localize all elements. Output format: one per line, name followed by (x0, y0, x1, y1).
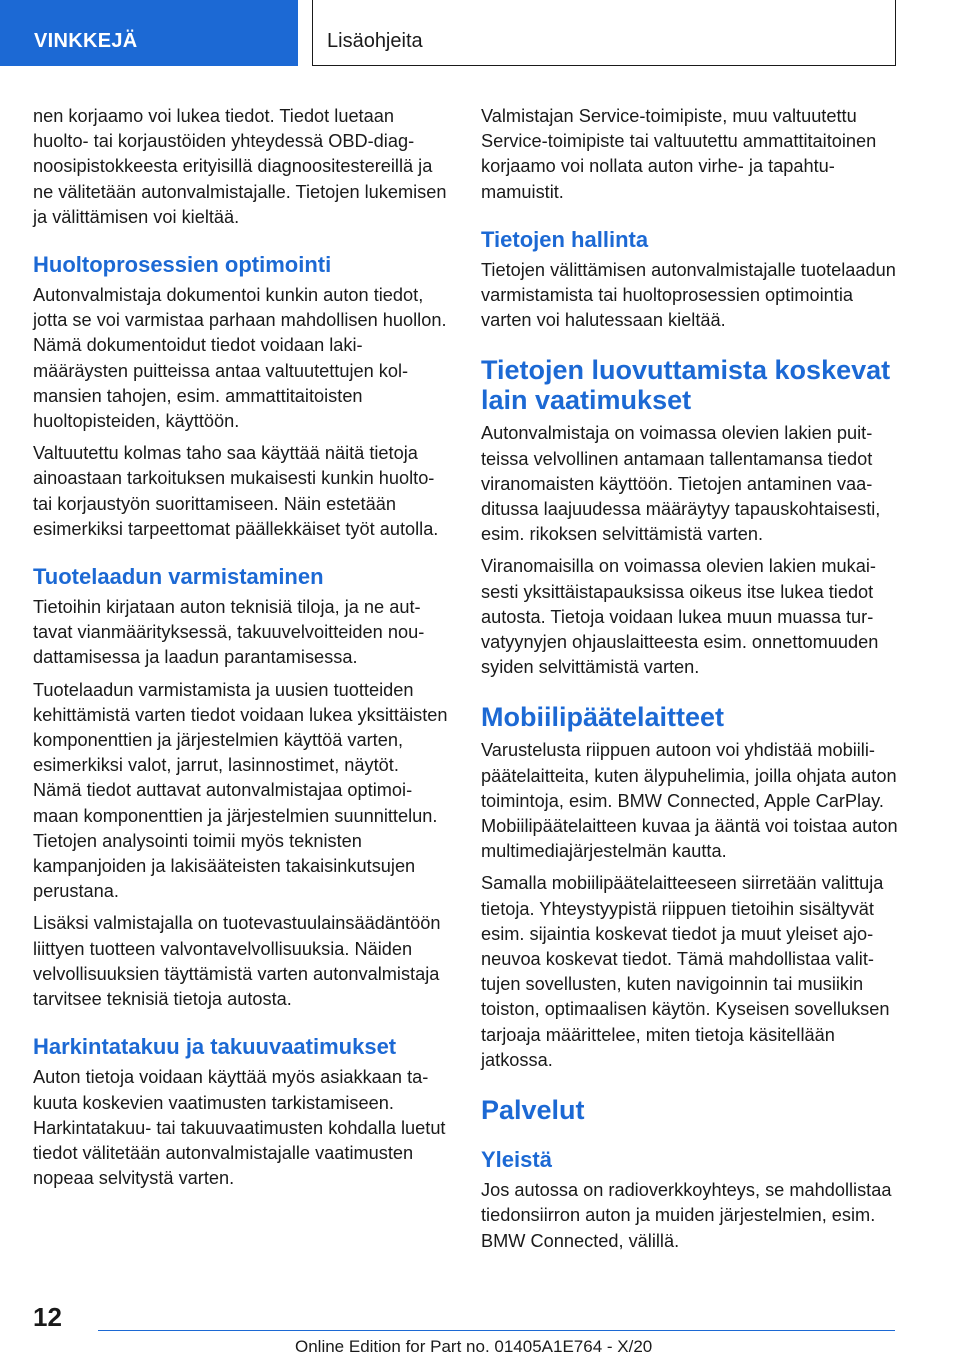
chapter-title: Lisäohjeita (312, 0, 896, 66)
major-heading: Tietojen luovuttamista koskevat lain vaatimukset (481, 355, 891, 416)
edition-footer: Online Edition for Part no. 01405A1E764 - X/20 (295, 1337, 653, 1356)
paragraph: Jos autossa on radioverkkoyhteys, se mahdollistaa tiedonsiirron auton ja muiden järjestelmien, esim. BMW Connected, välillä. (481, 1180, 892, 1251)
paragraph: Varustelusta riippuen autoon voi yhdistää mobiilipäätelaitteita, kuten älypuhelimia, joilla ohjata auton toimintoja, esim. BMW Connected, Apple CarPlay. Mobiilipäätelaitteen kuvaa ja ääntä voi toistaa auton multimediajärjestelmän kautta. (481, 740, 898, 862)
left-column (33, 104, 451, 1198)
paragraph: Viranomaisilla on voimassa olevien lakien mukaisesti yksittäistapauksissa oikeus itse lukea tiedot autosta. Tietoja voidaan lukea muun muassa turvatyynyjen ohjauslaitteesta esim. onnettomuuden syiden selvittämistä varten. (481, 556, 879, 678)
paragraph: Valtuutettu kolmas taho saa käyttää näitä tietoja ainoastaan tarkoituksen mukaisesti kunkin huolto- tai korjaustyön suorittamiseen. Näin estetään esimerkiksi tarpeettomat päällekkäiset työt autolla. (33, 443, 439, 539)
section-heading: Tuotelaadun varmistaminen (33, 564, 324, 590)
section-tab: VINKKEJÄ (0, 0, 298, 66)
page-number: 12 (33, 1302, 62, 1332)
page-header (0, 0, 960, 66)
paragraph: Samalla mobiilipäätelaitteeseen siirretään valittuja tietoja. Yhteystyypistä riippuen tietoihin sisältyvät esim. sijaintia koskevat tiedot ja muut yleiset ajoneuvoa koskevat tiedot. Tämä mahdollistaa valittujen sovellusten, kuten navigoinnin tai musiikin toiston, optimaalisen käytön. Kyseisen sovelluksen tarjoaja määrittelee, miten tietoja käsitellään jatkossa. (481, 873, 890, 1070)
paragraph: Valmistajan Service-toimipiste, muu valtuutettu Service-toimipiste tai valtuutettu ammattitaitoinen korjaamo voi nollata auton virhe- ja tapahtumamuistit. (481, 106, 877, 202)
right-column (481, 104, 899, 1261)
footer-divider (98, 1330, 895, 1331)
paragraph: nen korjaamo voi lukea tiedot. Tiedot luetaan huolto- tai korjaustöiden yhteydessä OBD-diagnoosipistokkeesta erityisillä diagnoositestereillä ja ne välitetään autonvalmistajalle. Tietojen lukemisen ja välittämisen voi kieltää. (33, 106, 447, 227)
paragraph: Tuotelaadun varmistamista ja uusien tuotteiden kehittämistä varten tiedot voidaan lukea yksittäisten komponenttien ja järjestelmien käyttöä varten, esimerkiksi valot, jarrut, lasinnostimet, näytöt. Nämä tiedot auttavat autonvalmistajaa optimoimaan komponenttien ja järjestelmien suunnittelun. Tietojen analysointi toimii myös teknisten kampanjoiden ja lakisääteisten takaisinkutsujen perustana. (33, 679, 448, 902)
section-heading: Harkintatakuu ja takuuvaatimukset (33, 1034, 397, 1060)
paragraph: Tietojen välittämisen autonvalmistajalle tuotelaadun varmistamista tai huoltoprosessien optimointia varten voi halutessaan kieltää. (481, 259, 896, 331)
section-heading: Tietojen hallinta (481, 226, 649, 252)
paragraph: Lisäksi valmistajalla on tuotevastuulainsäädäntöön liittyen tuotteen valvontavelvollisuuksia. Näiden velvollisuuksien täyttämistä varten autonvalmistaja tarvitsee teknisiä tietoja autosta. (33, 913, 441, 1010)
paragraph: Tietoihin kirjataan auton teknisiä tiloja, ja ne auttavat vianmäärityksessä, takuuvelvoitteiden noudattamisessa ja laadun parantamisessa. (33, 597, 425, 668)
paragraph: Autonvalmistaja dokumentoi kunkin auton tiedot, jotta se voi varmistaa parhaan mahdollisen huollon. Nämä dokumentoidut tiedot voidaan lakimääräysten puitteissa antaa valtuutettujen kolmansien tahojen, esim. ammattitaitoisten huoltopisteiden, käyttöön. (33, 285, 447, 432)
paragraph: Auton tietoja voidaan käyttää myös asiakkaan takuuta koskevien vaatimusten tarkistamiseen. Harkintatakuu- tai takuuvaatimusten kohdalla luetut tiedot välitetään autonvalmistajalle vaatimusten nopeaa selvitystä varten. (33, 1067, 446, 1189)
section-heading: Yleistä (481, 1147, 552, 1173)
major-heading: Palvelut (481, 1095, 585, 1126)
section-heading: Huoltoprosessien optimointi (33, 252, 332, 278)
paragraph: Autonvalmistaja on voimassa olevien lakien puitteissa velvollinen antamaan tallentamansa tiedot viranomaisten käyttöön. Tietojen antaminen vaaditussa laajuudessa määräytyy tapauskohtaisesti, esim. rikoksen selvittämistä varten. (481, 423, 881, 545)
major-heading: Mobiilipäätelaitteet (481, 702, 725, 733)
